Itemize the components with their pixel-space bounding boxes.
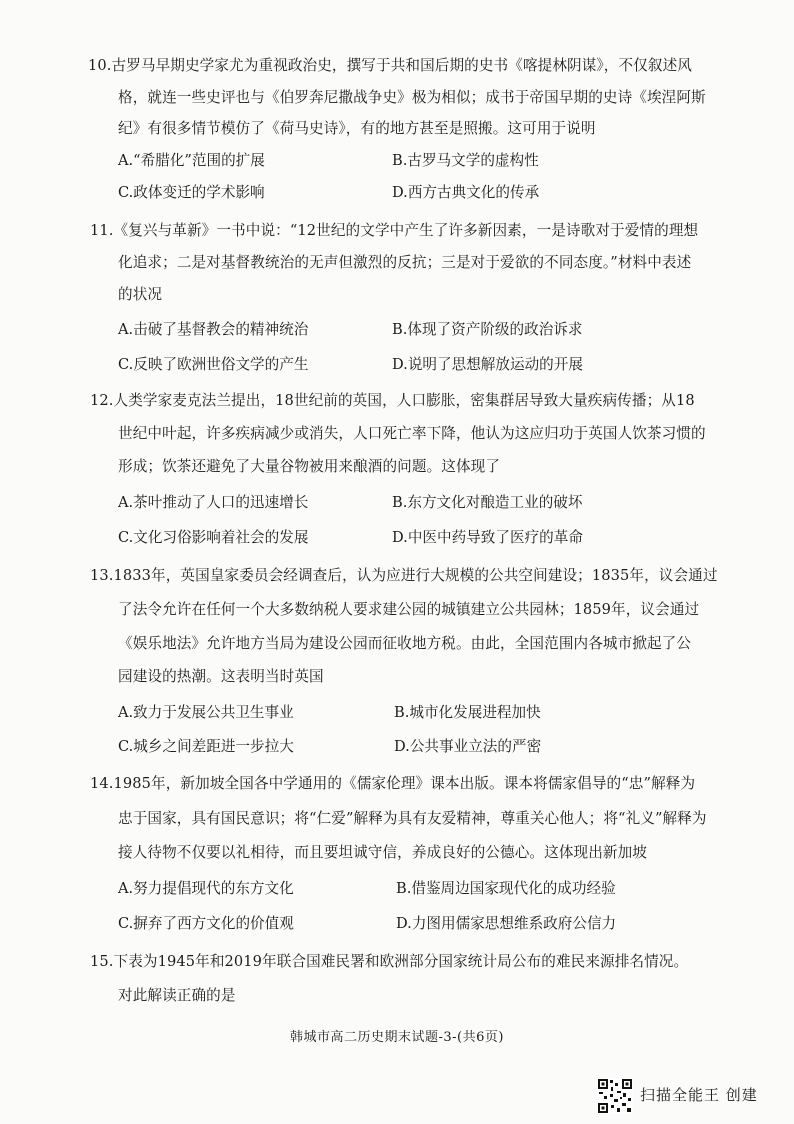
option-a: A.致力于发展公共卫生事业 (118, 704, 294, 721)
option-b: B.体现了资产阶级的政治诉求 (392, 321, 583, 338)
question-line: 纪》有很多情节模仿了《荷马史诗》，有的地方甚至是照搬。这可用于说明 (118, 120, 596, 137)
option-c: C.文化习俗影响着社会的发展 (118, 529, 309, 546)
option-c: C.反映了欧洲世俗文学的产生 (118, 356, 309, 373)
option-b: B.东方文化对酿造工业的破坏 (392, 494, 583, 511)
option-a: A.击破了基督教会的精神统治 (118, 321, 309, 338)
option-a: A.努力提倡现代的东方文化 (118, 880, 294, 897)
question-line: 14.1985年，新加坡全国各中学通用的《儒家伦理》课本出版。课本将儒家倡导的“忠”解释为 (90, 775, 696, 792)
option-b: B.城市化发展进程加快 (394, 704, 541, 721)
option-a: A.茶叶推动了人口的迅速增长 (118, 494, 309, 511)
question-line: 12.人类学家麦克法兰提出，18世纪前的英国，人口膨胀，密集群居导致大量疾病传播；从18 (90, 392, 695, 409)
question-line: 忠于国家，具有国民意识；将“仁爱”解释为具有友爱精神，尊重关心他人；将“礼义”解释为 (118, 810, 707, 827)
question-line: 园建设的热潮。这表明当时英国 (118, 668, 324, 685)
question-line: 化追求；二是对基督教统治的无声但激烈的反抗；三是对于爱欲的不同态度。”材料中表述 (118, 254, 692, 271)
option-b: B.古罗马文学的虚构性 (392, 152, 539, 169)
option-d: D.中医中药导致了医疗的革命 (392, 529, 583, 546)
question-line: 形成；饮茶还避免了大量谷物被用来酿酒的问题。这体现了 (118, 458, 501, 475)
qr-code-icon (597, 1078, 633, 1114)
question-line: 《娱乐地法》允许地方当局为建设公园而征收地方税。由此，全国范围内各城市掀起了公 (118, 635, 692, 652)
question-line: 10.古罗马早期史学家尤为重视政治史，撰写于共和国后期的史书《喀提林阴谋》，不仅叙述风 (88, 57, 692, 74)
option-d: D.说明了思想解放运动的开展 (392, 356, 583, 373)
question-line: 对此解读正确的是 (118, 987, 236, 1004)
option-c: C.摒弃了西方文化的价值观 (118, 915, 294, 932)
page-footer: 韩城市高二历史期末试题-3-(共6页) (290, 1030, 504, 1045)
option-c: C.政体变迁的学术影响 (118, 184, 265, 201)
option-a: A.“希腊化”范围的扩展 (118, 152, 265, 169)
question-line: 接人待物不仅要以礼相待，而且要坦诚守信，养成良好的公德心。这体现出新加坡 (118, 844, 647, 861)
question-line: 13.1833年，英国皇家委员会经调查后，认为应进行大规模的公共空间建设；1835年，议会通过 (90, 567, 718, 584)
option-c: C.城乡之间差距进一步拉大 (118, 738, 294, 755)
question-line: 了法令允许在任何一个大多数纳税人要求建公园的城镇建立公共园林；1859年，议会通过 (118, 601, 700, 618)
option-b: B.借鉴周边国家现代化的成功经验 (396, 880, 616, 897)
option-d: D.西方古典文化的传承 (392, 184, 540, 201)
option-d: D.力图用儒家思想维系政府公信力 (396, 915, 617, 932)
question-line: 15.下表为1945年和2019年联合国难民署和欧洲部分国家统计局公布的难民来源排名情况。 (90, 953, 689, 970)
question-line: 世纪中叶起，许多疾病减少或消失，人口死亡率下降，他认为这应归功于英国人饮茶习惯的 (118, 425, 706, 442)
scanner-watermark-label: 扫描全能王 创建 (640, 1086, 758, 1104)
question-line: 的状况 (118, 286, 163, 303)
question-line: 11.《复兴与革新》一书中说：“12世纪的文学中产生了许多新因素，一是诗歌对于爱情的理想 (90, 222, 699, 239)
option-d: D.公共事业立法的严密 (394, 738, 542, 755)
question-line: 格，就连一些史评也与《伯罗奔尼撒战争史》极为相似；成书于帝国早期的史诗《埃涅阿斯 (118, 89, 706, 106)
